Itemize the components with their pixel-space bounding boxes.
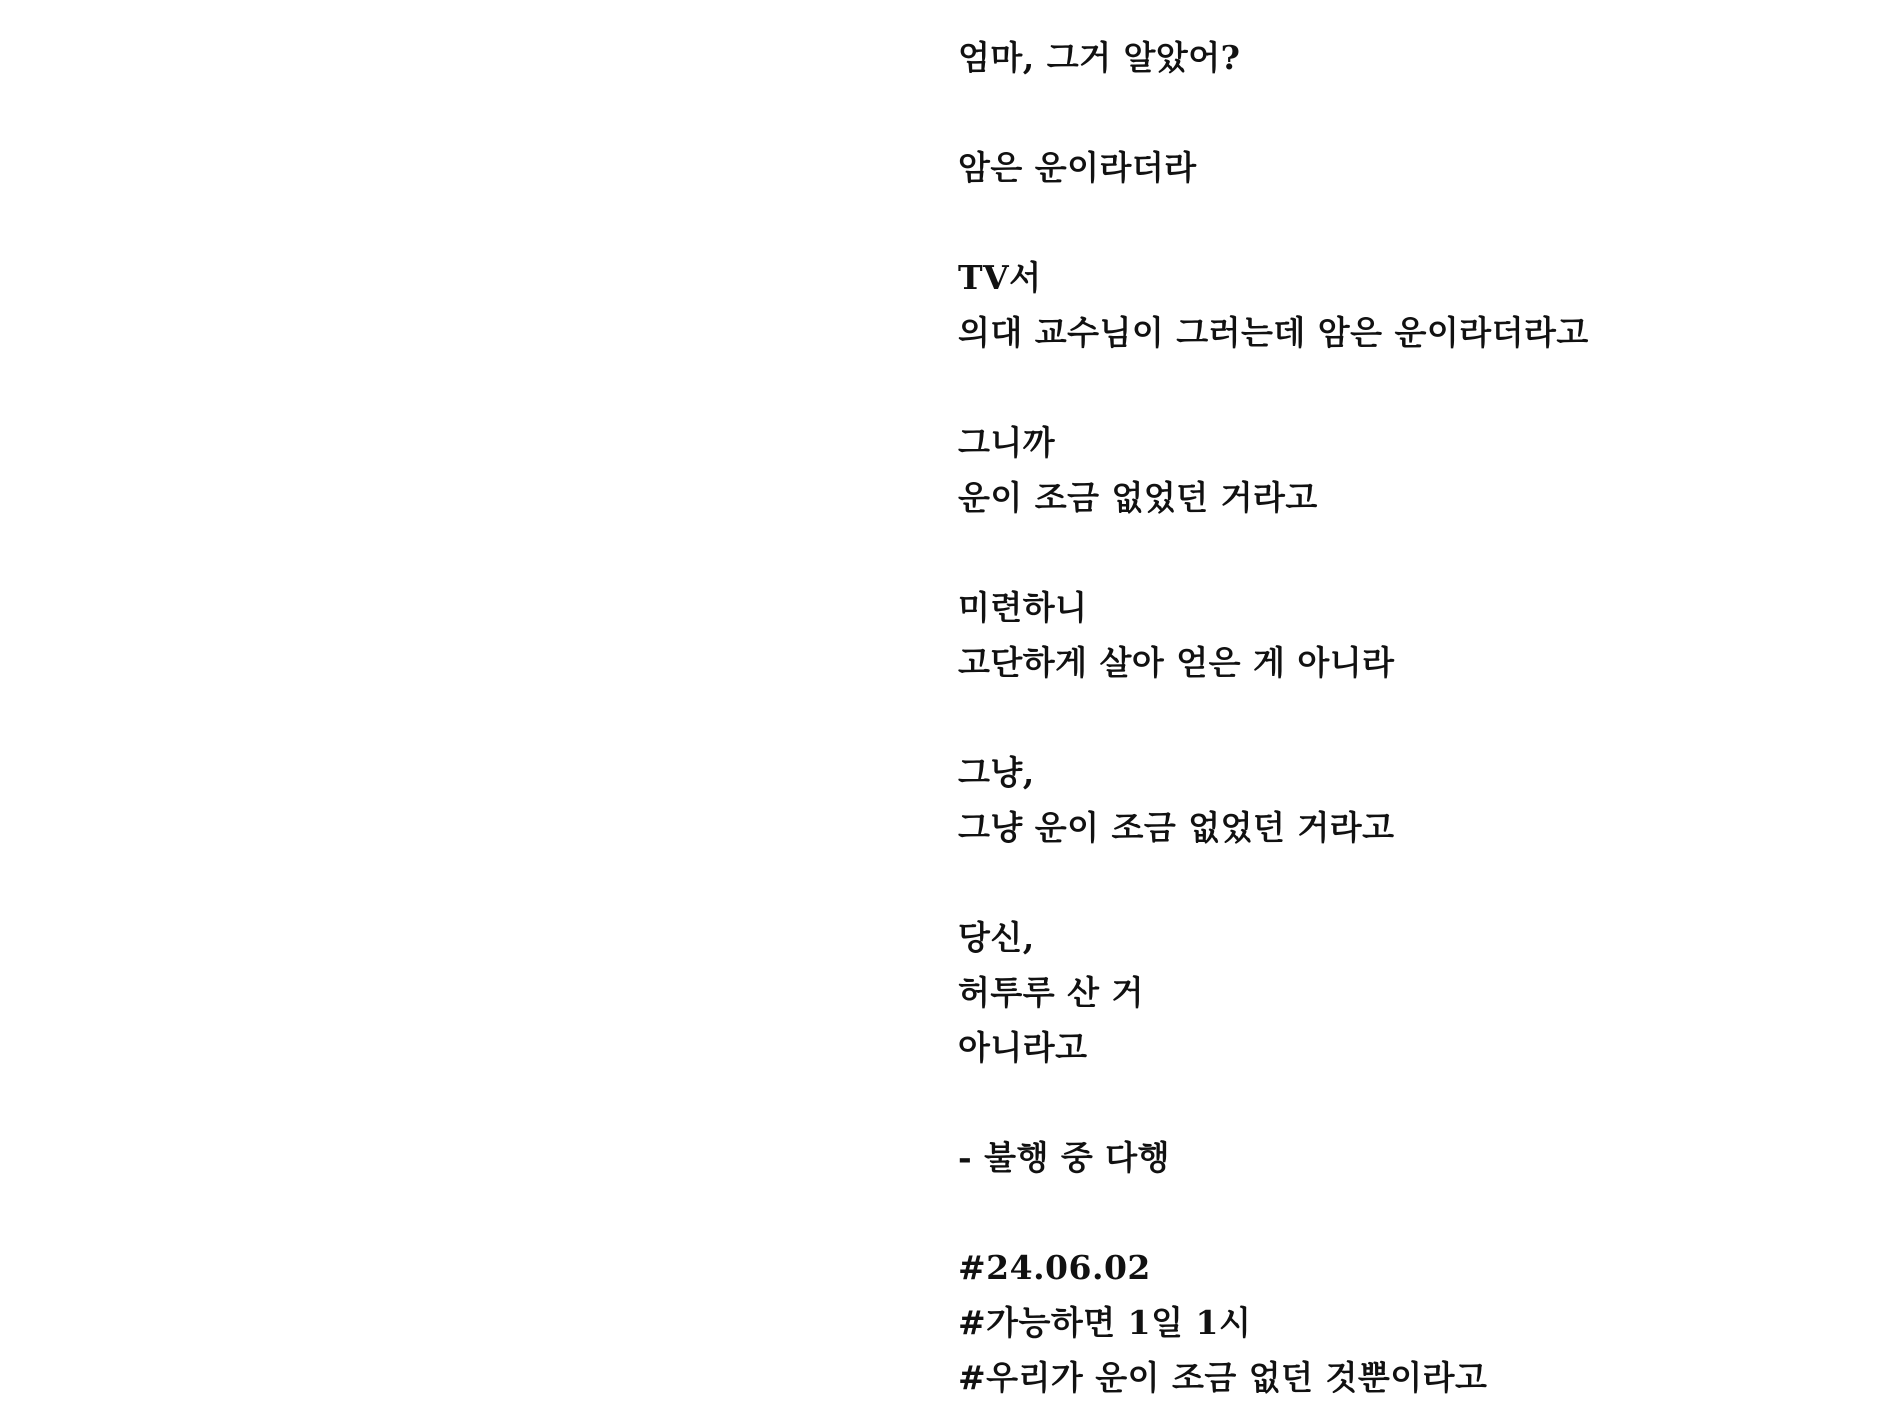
poem-line: 암은 운이라더라 bbox=[958, 148, 1197, 187]
stanza-gap bbox=[958, 1075, 1858, 1130]
poem-title: - 불행 중 다행 bbox=[958, 1138, 1171, 1177]
poem-line: 그니까 bbox=[958, 423, 1056, 462]
poem-line: 허투루 산 거 bbox=[958, 973, 1144, 1012]
stanza-gap bbox=[958, 690, 1858, 745]
poem-line: 엄마, 그거 알았어? bbox=[958, 38, 1241, 77]
poem-text bbox=[958, 30, 1858, 1405]
poem-line: TV서 bbox=[958, 258, 1042, 297]
poem-line: 아니라고 bbox=[958, 1028, 1088, 1067]
poem-line: 미련하니 bbox=[958, 588, 1088, 627]
poem-line: 의대 교수님이 그러는데 암은 운이라더라고 bbox=[958, 313, 1589, 352]
hashtag: #가능하면 1일 1시 bbox=[958, 1303, 1252, 1342]
poem-line: 고단하게 살아 얻은 게 아니라 bbox=[958, 643, 1395, 682]
poem-line: 그냥, bbox=[958, 753, 1035, 792]
stanza-gap bbox=[958, 1185, 1858, 1240]
stanza-gap bbox=[958, 85, 1858, 140]
hashtag: #24.06.02 bbox=[958, 1248, 1151, 1287]
stanza-gap bbox=[958, 195, 1858, 250]
stanza-gap bbox=[958, 525, 1858, 580]
hashtag: #우리가 운이 조금 없던 것뿐이라고 bbox=[958, 1358, 1488, 1397]
stanza-gap bbox=[958, 855, 1858, 910]
poem-line: 그냥 운이 조금 없었던 거라고 bbox=[958, 808, 1395, 847]
stanza-gap bbox=[958, 360, 1858, 415]
poem-line: 운이 조금 없었던 거라고 bbox=[958, 478, 1318, 517]
poem-line: 당신, bbox=[958, 918, 1035, 957]
